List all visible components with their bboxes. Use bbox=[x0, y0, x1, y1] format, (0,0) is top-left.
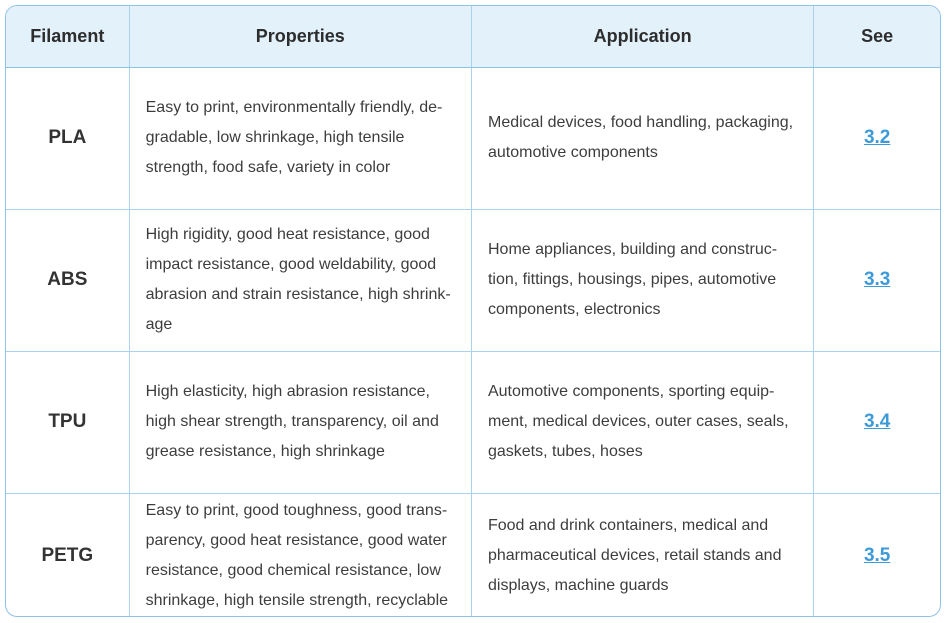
see-cell bbox=[814, 493, 940, 617]
properties-cell: High elasticity, high abrasion resistance, high shear strength, transparency, oil and grease resistance, high shrinkage bbox=[129, 351, 471, 493]
table-row bbox=[6, 209, 940, 351]
table-header-row bbox=[6, 6, 940, 67]
table-row bbox=[6, 351, 940, 493]
application-cell: Medical devices, food handling, packaging, automotive components bbox=[471, 67, 813, 209]
filament-name: TPU bbox=[6, 351, 129, 493]
application-cell: Home appliances, building and construc-tion, fittings, housings, pipes, automotive components, electronics bbox=[471, 209, 813, 351]
application-cell: Automotive components, sporting equip-ment, medical devices, outer cases, seals, gaskets, tubes, hoses bbox=[471, 351, 813, 493]
see-cell bbox=[814, 209, 940, 351]
header-filament: Filament bbox=[6, 6, 129, 67]
see-cell bbox=[814, 351, 940, 493]
see-link[interactable]: 3.2 bbox=[863, 127, 891, 148]
properties-cell: High rigidity, good heat resistance, good impact resistance, good weldability, good abrasion and strain resistance, high shrink-age bbox=[129, 209, 471, 351]
see-cell bbox=[814, 67, 940, 209]
filament-table bbox=[6, 6, 940, 617]
header-properties: Properties bbox=[129, 6, 471, 67]
header-see: See bbox=[814, 6, 940, 67]
filament-name: ABS bbox=[6, 209, 129, 351]
properties-cell: Easy to print, environmentally friendly, de-gradable, low shrinkage, high tensile strength, food safe, variety in color bbox=[129, 67, 471, 209]
properties-cell: Easy to print, good toughness, good trans-parency, good heat resistance, good water resistance, good chemical resistance, low shrinkage, high tensile strength, recyclable bbox=[129, 493, 471, 617]
application-cell: Food and drink containers, medical and pharmaceutical devices, retail stands and displays, machine guards bbox=[471, 493, 813, 617]
see-link[interactable]: 3.4 bbox=[863, 411, 891, 432]
see-link[interactable]: 3.3 bbox=[863, 269, 891, 290]
filament-name: PETG bbox=[6, 493, 129, 617]
header-application: Application bbox=[471, 6, 813, 67]
table-row bbox=[6, 67, 940, 209]
filament-table-container bbox=[5, 5, 941, 617]
filament-name: PLA bbox=[6, 67, 129, 209]
see-link[interactable]: 3.5 bbox=[863, 544, 891, 566]
table-row bbox=[6, 493, 940, 617]
